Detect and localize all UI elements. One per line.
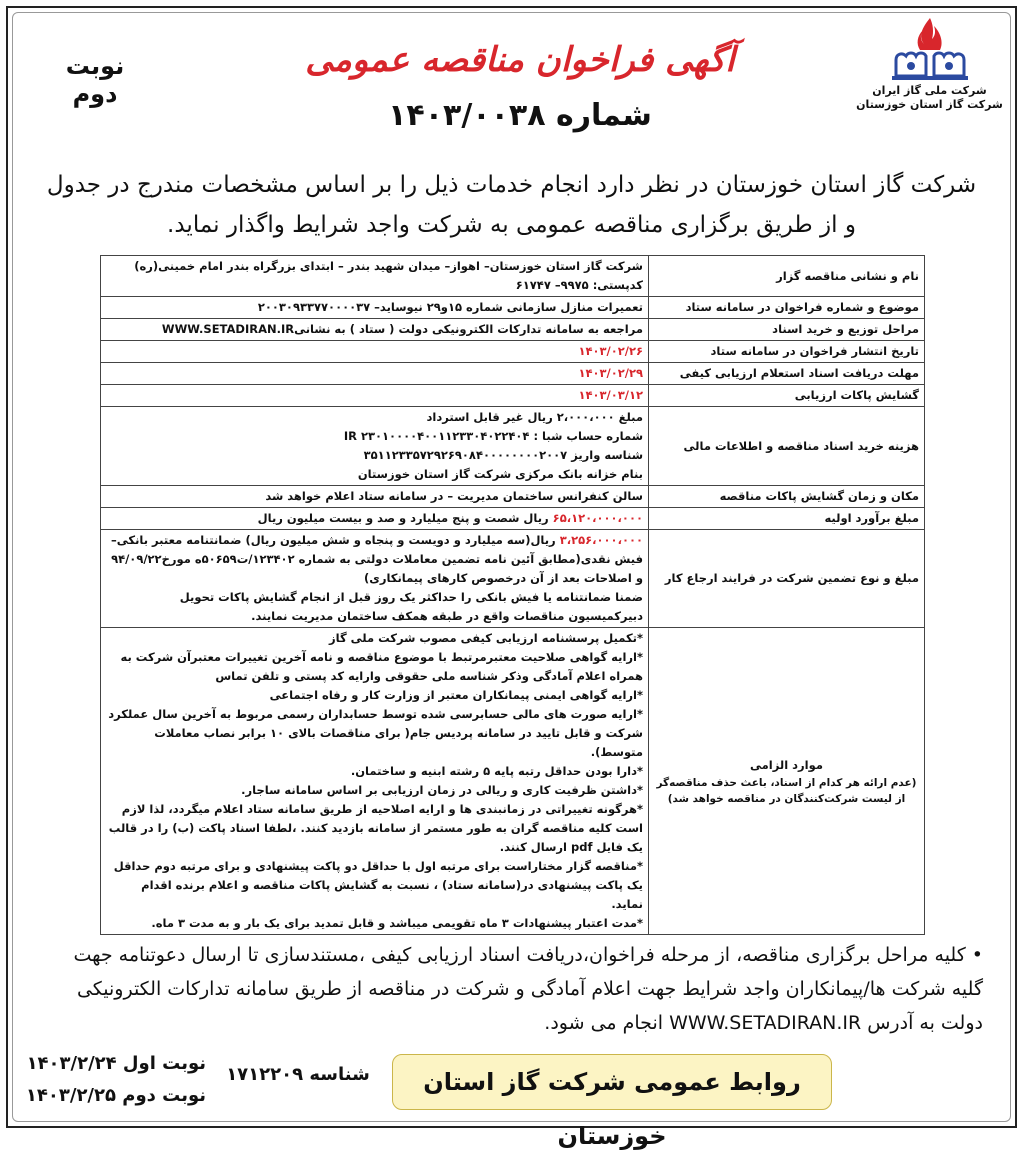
- estimate-text: ریال شصت و پنج میلیارد و صد و بیست میلیون ریال: [257, 511, 549, 525]
- row-label: مبلغ و نوع تضمین شرکت در فرایند ارجاع کار: [649, 530, 925, 628]
- guarantee-amount: ۳،۲۵۶،۰۰۰،۰۰۰: [559, 533, 643, 547]
- list-item: *ارایه گواهی ایمنی پیمانکاران معتبر از وزارت کار و رفاه اجتماعی: [269, 688, 643, 702]
- publish-date: ۱۴۰۳/۰۲/۲۶: [101, 341, 649, 363]
- row-value: شرکت گاز استان خوزستان– اهواز– میدان شهید بندر – ابتدای بزرگراه بندر امام خمینی(ره) کدپستی: ۹۹۷۵– ۶۱۷۴۷: [101, 256, 649, 297]
- table-row: [101, 508, 925, 530]
- row-label: نام و نشانی مناقصه گزار: [649, 256, 925, 297]
- fee-account-name: بنام خزانه بانک مرکزی شرکت گاز استان خوزستان: [357, 467, 643, 481]
- logo-line-2: شرکت گاز استان خوزستان: [856, 98, 1003, 111]
- fee-value: [101, 407, 649, 486]
- venue-value: سالن کنفرانس ساختمان مدیریت – در سامانه ستاد اعلام خواهد شد: [101, 486, 649, 508]
- list-item: *هرگونه تغییراتی در زمانبندی ها و ارایه اصلاحیه از طریق سامانه ستاد اعلام میگردد، لذا لازم است کلیه مناقصه گران به طور مستمر از سامانه بازدید کنند. ،لطفا اسناد پاکت (ب) را در قالب یک فایل pdf ارسال کنند.: [108, 802, 643, 854]
- guarantee-text: ریال(سه میلیارد و دویست و پنجاه و شش میلیون ریال) ضمانتنامه معتبر بانکی– فیش نقدی(مطابق آئین نامه تضمین معاملات دولتی به شماره ۱۲۳۴۰۲/ت۵۰۶۵۹ه مورخ۹۴/۰۹/۲۲ و اصلاحات بعد از آن درخصوص کارهای پیمانکاری): [111, 533, 643, 585]
- company-logo: [842, 14, 1017, 126]
- table-row: [101, 486, 925, 508]
- list-item: *ارایه گواهی صلاحیت معتبرمرتبط با موضوع مناقصه و نامه آخرین تغییرات معتبرآن شرکت به همراه اعلام آمادگی وذکر شناسه ملی حقوقی وارایه کد پستی و تلفن تماس: [120, 650, 643, 683]
- row-label: گشایش پاکات ارزیابی: [649, 385, 925, 407]
- bottom-note-text: کلیه مراحل برگزاری مناقصه، از مرحله فراخوان،دریافت اسناد ارزیابی کیفی ،مستندسازی تا ارسال دعوتنامه جهت گلیه شرکت ها/پیمانکاران واجد شرایط جهت اعلام آمادگی و شرکت در مناقصه از طریق سامانه تدارکات الکترونیکی دولت به آدرس WWW.SETADIRAN.IR انجام می شود.: [73, 944, 983, 1034]
- bottom-note: [40, 938, 983, 1040]
- round-label: نوبت دوم: [65, 52, 125, 108]
- row-label: تاریخ انتشار فراخوان در سامانه ستاد: [649, 341, 925, 363]
- table-row: [101, 385, 925, 407]
- guarantee-value: [101, 530, 649, 628]
- opening-date: ۱۴۰۳/۰۳/۱۲: [101, 385, 649, 407]
- fee-sheba: شماره حساب شبا : IR ۲۳۰۱۰۰۰۰۴۰۰۱۱۲۳۳۰۴۰۲۲۴۰۴: [343, 429, 643, 443]
- requirements-label: موارد الزامی: [750, 757, 823, 772]
- table-row: [101, 256, 925, 297]
- row-label: مبلغ برآورد اولیه: [649, 508, 925, 530]
- fee-deposit-id: شناسه واریز ۳۵۱۱۲۳۳۵۷۲۹۲۶۹۰۸۴۰۰۰۰۰۰۰۰۲۰۰۷: [363, 448, 643, 462]
- tender-number: شماره ۱۴۰۳/۰۰۳۸: [388, 98, 652, 133]
- table-row: [101, 363, 925, 385]
- tender-details-table: [100, 255, 925, 935]
- estimate-amount: ۶۵،۱۲۰،۰۰۰،۰۰۰: [552, 511, 643, 525]
- table-row: [101, 628, 925, 935]
- requirements-list: [101, 628, 649, 935]
- table-row: [101, 341, 925, 363]
- row-label: مراحل توزیع و خرید اسناد: [649, 319, 925, 341]
- table-row: [101, 407, 925, 486]
- list-item: *تکمیل پرسشنامه ارزیابی کیفی مصوب شرکت ملی گاز: [329, 631, 643, 645]
- publication-rounds: [16, 1048, 206, 1112]
- list-item: *مناقصه گزار مختاراست برای مرتبه اول با حداقل دو پاکت پیشنهادی و برای مرتبه دوم حداقل یک پاکت پیشنهادی در(سامانه ستاد) ، نسبت به گشایش پاکات مناقصه و اعلام برنده اقدام نماید.: [113, 859, 643, 911]
- table-row: [101, 319, 925, 341]
- row-value: تعمیرات منازل سازمانی شماره ۱۵و۲۹ نیوساید– ۲۰۰۳۰۹۳۳۷۷۰۰۰۰۳۷: [101, 297, 649, 319]
- round-1: نوبت اول ۱۴۰۳/۲/۲۴: [26, 1053, 206, 1074]
- estimate-value: [101, 508, 649, 530]
- intro-paragraph: شرکت گاز استان خوزستان در نظر دارد انجام خدمات ذیل را بر اساس مشخصات مندرج در جدول و از طریق برگزاری مناقصه عمومی به شرکت واجد شرایط واگذار نماید.: [46, 172, 977, 238]
- requirements-label-cell: [649, 628, 925, 935]
- requirements-sub-label: (عدم ارائه هر کدام از اسناد، باعث حذف مناقصه‌گر از لیست شرکت‌کنندگان در مناقصه خواهد شد): [656, 776, 917, 805]
- row-label: مکان و زمان گشایش پاکات مناقصه: [649, 486, 925, 508]
- round-2: نوبت دوم ۱۴۰۳/۲/۲۵: [25, 1085, 206, 1106]
- row-label: مهلت دریافت اسناد استعلام ارزیابی کیفی: [649, 363, 925, 385]
- table-row: [101, 530, 925, 628]
- notice-id: شناسه ۱۷۱۲۲۰۹: [226, 1064, 370, 1085]
- table-row: [101, 297, 925, 319]
- list-item: *دارا بودن حداقل رتبه پایه ۵ رشته ابنیه و ساختمان.: [350, 764, 643, 778]
- fee-amount: مبلغ ۲،۰۰۰،۰۰۰ ریال غیر قابل استرداد: [426, 410, 643, 424]
- row-value: مراجعه به سامانه تدارکات الکترونیکی دولت ( ستاد ) به نشانیWWW.SETADIRAN.IR: [101, 319, 649, 341]
- row-label: هزینه خرید اسناد مناقصه و اطلاعات مالی: [649, 407, 925, 486]
- guarantee-note: ضمنا ضمانتنامه یا فیش بانکی را حداکثر یک روز قبل از انجام گشایش پاکات تحویل دبیرکمیسیون مناقصات واقع در طبقه همکف ساختمان مدیریت نمایند.: [179, 590, 643, 623]
- row-label: موضوع و شماره فراخوان در سامانه ستاد: [649, 297, 925, 319]
- public-relations-box: روابط عمومی شرکت گاز استان خوزستان: [392, 1054, 832, 1110]
- deadline-date: ۱۴۰۳/۰۲/۲۹: [101, 363, 649, 385]
- page-title: آگهی فراخوان مناقصه عمومی: [305, 40, 735, 80]
- logo-line-1: شرکت ملی گاز ایران: [872, 84, 987, 97]
- bullet-icon: •: [971, 944, 983, 966]
- list-item: *داشتن ظرفیت کاری و ریالی در زمان ارزیابی بر اساس سامانه ساجار.: [241, 783, 643, 797]
- list-item: *مدت اعتبار پیشنهادات ۳ ماه تقویمی میباشد و قابل تمدید برای یک بار و به مدت ۳ ماه.: [151, 916, 643, 930]
- gas-flame-logo-icon: [890, 14, 970, 84]
- list-item: *ارایه صورت های مالی حسابرسی شده توسط حسابداران رسمی مربوط به آخرین سال عملکرد شرکت و قابل تایید در سامانه پردیس جام( برای مناقصات بالای ۱۰ برابر نصاب معاملات متوسط).: [108, 707, 643, 759]
